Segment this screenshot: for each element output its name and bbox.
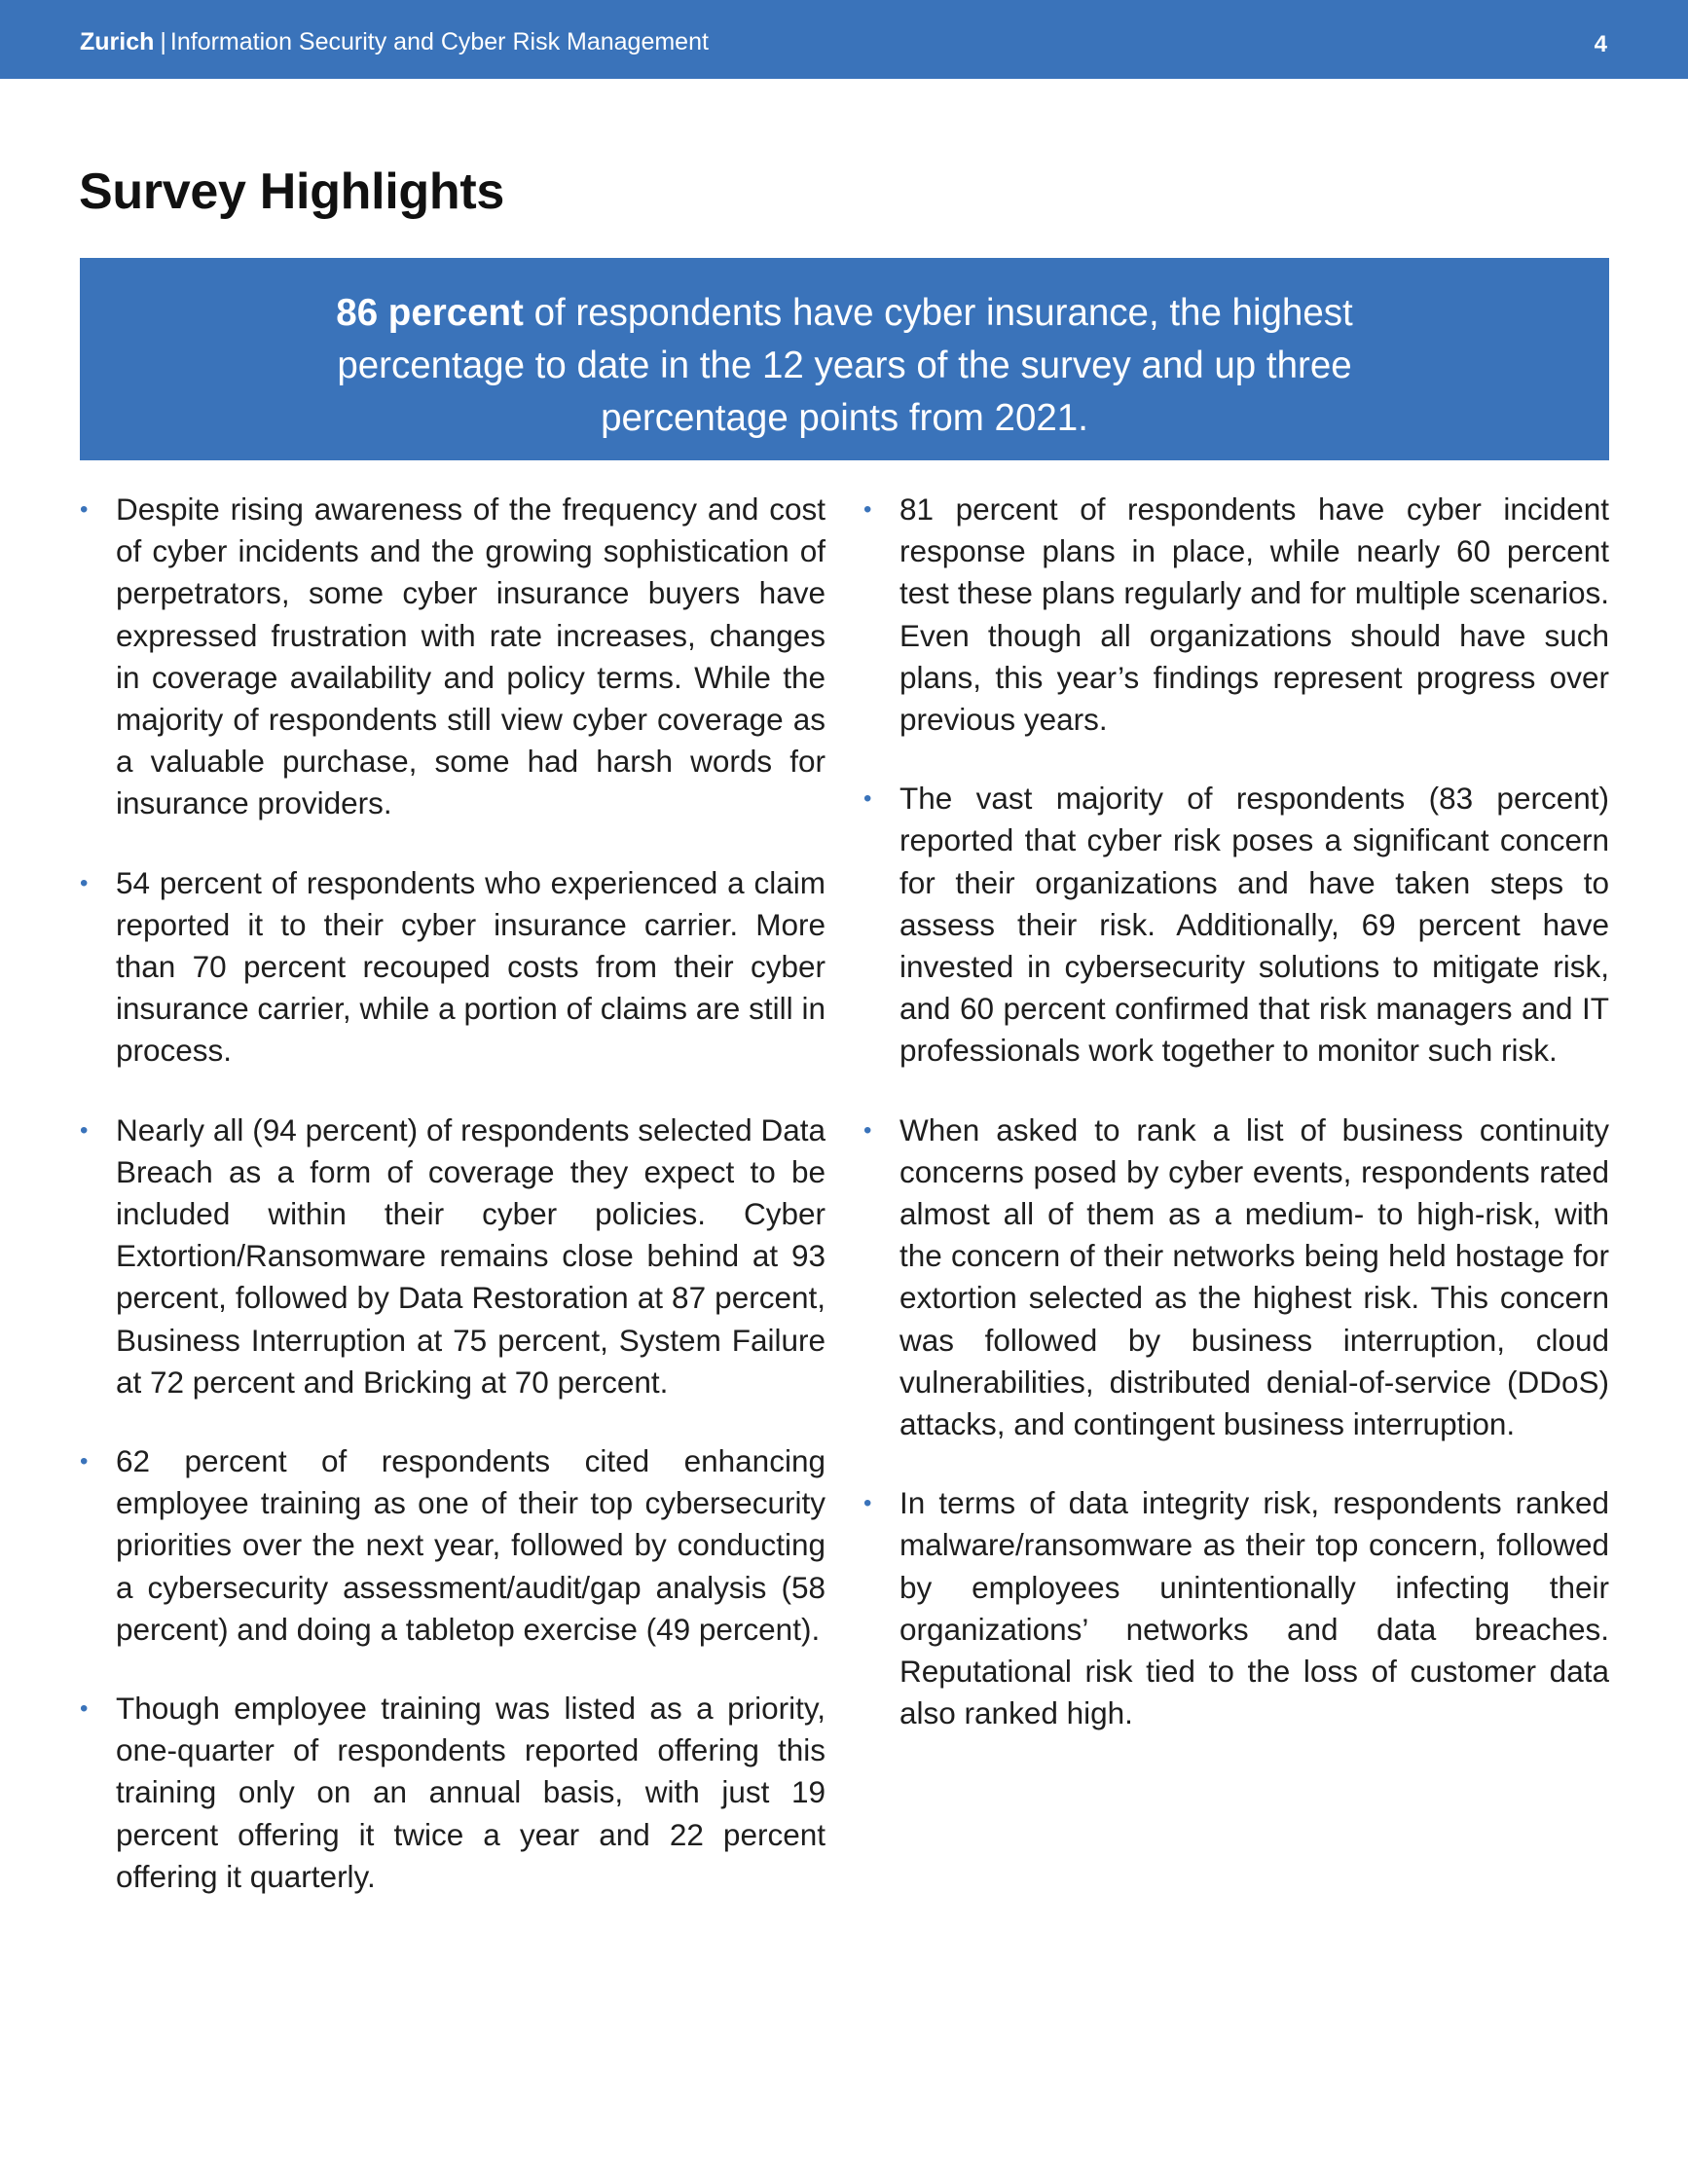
bullet-text: The vast majority of respondents (83 percent) reported that cyber risk poses a significant concern for their organizations and have taken steps to assess their risk. Additionally, 69 percent have invested in cybersecurity solutions to mitigate risk, and 60 percent confirmed that risk managers and IT professionals work together to monitor such risk. — [899, 781, 1609, 1069]
list-item — [80, 1688, 826, 1898]
bullet-text: 54 percent of respondents who experienced a claim reported it to their cyber insurance carrier. More than 70 percent recouped costs from their cyber insurance carrier, while a portion of claims are still in process. — [116, 864, 826, 1069]
bullet-text: 62 percent of respondents cited enhancing employee training as one of their top cybersecurity priorities over the next year, followed by conducting a cybersecurity assessment/audit/gap analysis (58 percent) and doing a tabletop exercise (49 percent). — [116, 1443, 826, 1647]
bullet-text: In terms of data integrity risk, respondents ranked malware/ransomware as their top concern, followed by employees unintentionally infecting their organizations’ networks and data breaches. Reputational risk tied to the loss of customer data also ranked high. — [899, 1485, 1609, 1731]
bullet-icon: • — [80, 1116, 89, 1144]
bullet-text: Though employee training was listed as a priority, one-quarter of respondents reported offering this training only on an annual basis, with just 19 percent offering it twice a year and 22 percent offering it quarterly. — [116, 1691, 826, 1894]
list-item — [863, 1482, 1609, 1734]
bullet-text: 81 percent of respondents have cyber incident response plans in place, while nearly 60 percent test these plans regularly and for multiple scenarios. Even though all organizations should have such plans, this year’s findings represent progress over previous years. — [899, 491, 1609, 738]
header-subtitle: Information Security and Cyber Risk Management — [169, 28, 709, 55]
left-bullet-list — [80, 489, 826, 1935]
bullet-text: When asked to rank a list of business continuity concerns posed by cyber events, respondents rated almost all of them as a medium- to high-risk, with the concern of their networks being held hostage for extortion selected as the highest risk. This concern was followed by business interruption, cloud vulnerabilities, distributed denial-of-service (DDoS) attacks, and contingent business interruption. — [899, 1111, 1609, 1442]
callout-emphasis: 86 percent — [336, 292, 524, 334]
bullet-icon: • — [80, 869, 89, 896]
page-title: Survey Highlights — [79, 164, 504, 220]
right-bullet-list — [863, 489, 1609, 1771]
list-item — [863, 778, 1609, 1072]
header-brand — [80, 27, 709, 56]
bullet-text: Despite rising awareness of the frequency and cost of cyber incidents and the growing sophistication of perpetrators, some cyber insurance buyers have expressed frustration with rate increases, changes in coverage availability and policy terms. While the majority of respondents still view cyber coverage as a valuable purchase, some had harsh words for insurance providers. — [116, 491, 826, 821]
header-separator: | — [160, 28, 166, 55]
bullet-icon: • — [80, 496, 89, 523]
list-item — [80, 1110, 826, 1403]
list-item — [80, 489, 826, 825]
page-number: 4 — [1594, 31, 1607, 57]
bullet-icon: • — [863, 496, 872, 523]
bullet-icon: • — [80, 1695, 89, 1723]
list-item — [80, 1440, 826, 1651]
bullet-icon: • — [80, 1448, 89, 1475]
list-item — [863, 1110, 1609, 1446]
brand-name: Zurich — [80, 28, 155, 55]
bullet-icon: • — [863, 1490, 872, 1517]
callout-text: of respondents have cyber insurance, the highest percentage to date in the 12 years of the survey and up three percentage points from 2021. — [337, 292, 1353, 439]
bullet-text: Nearly all (94 percent) of respondents selected Data Breach as a form of coverage they expect to be included within their cyber policies. Cyber Extortion/Ransomware remains close behind at 93 percent, followed by Data Restoration at 87 percent, Business Interruption at 75 percent, System Failure at 72 percent and Bricking at 70 percent. — [116, 1111, 826, 1400]
highlight-callout — [80, 258, 1609, 460]
bullet-icon: • — [863, 785, 872, 813]
list-item — [863, 489, 1609, 741]
list-item — [80, 862, 826, 1073]
header-bar — [0, 0, 1688, 79]
bullet-icon: • — [863, 1116, 872, 1144]
